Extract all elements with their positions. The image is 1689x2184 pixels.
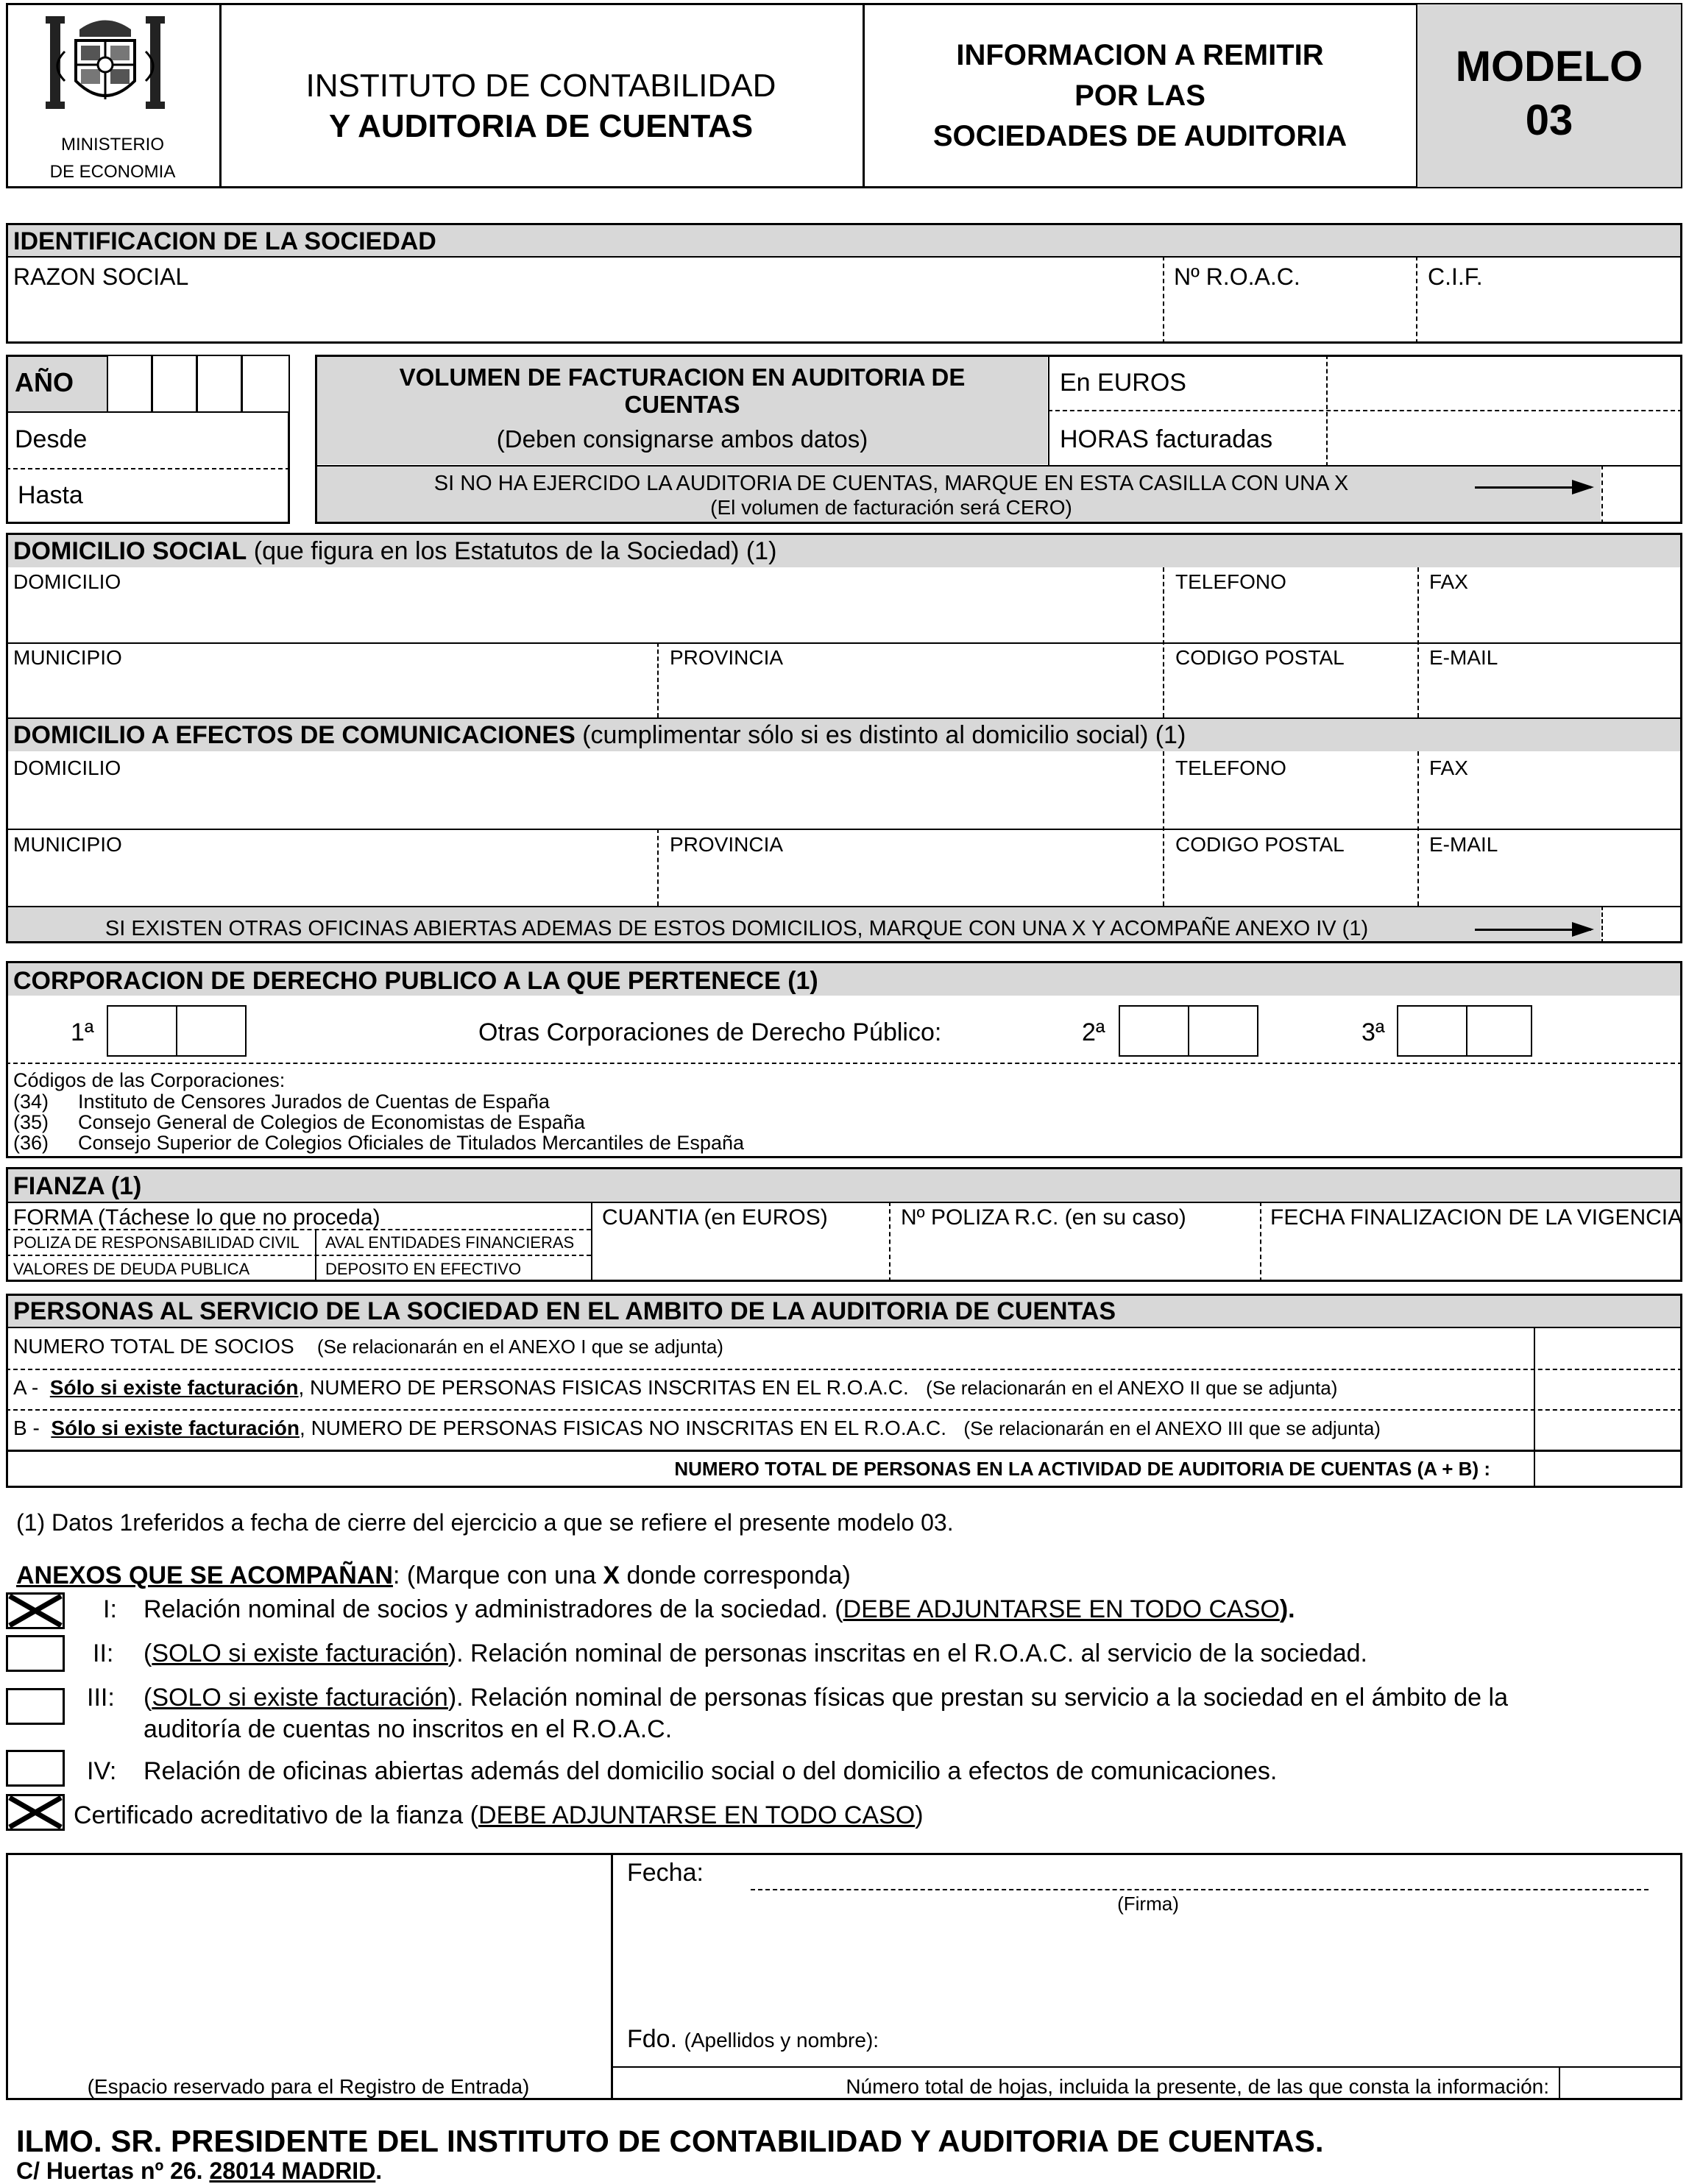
registro-entrada-area: [8, 1855, 609, 2098]
ds-fax-label: FAX: [1429, 570, 1468, 593]
info-line-1: INFORMACION A REMITIR: [956, 39, 1324, 71]
ds-provincia-label: PROVINCIA: [670, 646, 784, 669]
no-audit-text: SI NO HA EJERCIDO LA AUDITORIA DE CUENTAS, MARQUE EN ESTA CASILLA CON UNA X: [433, 472, 1349, 495]
no-audit-note: (El volumen de facturación será CERO): [710, 496, 1072, 519]
codigo-35-name: Consejo General de Colegios de Economistas de España: [78, 1111, 585, 1133]
razon-social-label: RAZON SOCIAL: [13, 263, 189, 290]
horas-field[interactable]: [1329, 412, 1681, 464]
domicilio-social-title: DOMICILIO SOCIAL (que figura en los Estatutos de la Sociedad) (1): [13, 537, 777, 565]
fecha-label: Fecha:: [627, 1859, 704, 1887]
info-line-2: POR LAS: [1074, 79, 1205, 112]
personas-title: PERSONAS AL SERVICIO DE LA SOCIEDAD EN EL AMBITO DE LA AUDITORIA DE CUENTAS: [13, 1297, 1116, 1325]
anexo-i-num: I:: [103, 1595, 117, 1623]
corp-2-digit-2[interactable]: [1188, 1005, 1258, 1057]
anexo-iii-checkbox[interactable]: [6, 1688, 65, 1725]
certificado-text: Certificado acreditativo de la fianza (DEBE ADJUNTARSE EN TODO CASO): [74, 1801, 924, 1829]
socios-label: NUMERO TOTAL DE SOCIOS (Se relacionarán en el ANEXO I que se adjunta): [13, 1335, 723, 1358]
checked-x-icon: [8, 1595, 63, 1627]
registro-label: (Espacio reservado para el Registro de Entrada): [87, 2075, 530, 2098]
corp-3-digit-2[interactable]: [1466, 1005, 1532, 1057]
corp-2-digit-1[interactable]: [1119, 1005, 1189, 1057]
codigo-34-code: (34): [13, 1091, 49, 1113]
cif-label: C.I.F.: [1428, 263, 1483, 290]
volumen-note: (Deben consignarse ambos datos): [496, 425, 868, 453]
no-audit-arrow-icon: [1475, 486, 1591, 489]
desde-label: Desde: [15, 425, 88, 453]
anexo-iv-text: Relación de oficinas abiertas además del domicilio social o del domicilio a efectos de comunicaciones.: [144, 1757, 1278, 1785]
corp-3-digit-1[interactable]: [1397, 1005, 1467, 1057]
fdo-field[interactable]: [898, 2016, 1678, 2060]
ano-digit-2[interactable]: [152, 355, 197, 413]
total-personas-field[interactable]: [1537, 1453, 1681, 1486]
modelo-label: MODELO: [1455, 43, 1643, 91]
forma-poliza[interactable]: POLIZA DE RESPONSABILIDAD CIVIL: [13, 1233, 300, 1252]
total-personas-label: NUMERO TOTAL DE PERSONAS EN LA ACTIVIDAD DE AUDITORIA DE CUENTAS (A + B) :: [674, 1458, 1490, 1480]
anexo-ii-num: II:: [93, 1639, 114, 1667]
dc-domicilio-label: DOMICILIO: [13, 756, 121, 779]
ano-digit-1[interactable]: [107, 355, 152, 413]
anexo-i-text: Relación nominal de socios y administradores de la sociedad. (DEBE ADJUNTARSE EN TODO CASO).: [144, 1595, 1295, 1623]
codigos-title: Códigos de las Corporaciones:: [13, 1069, 286, 1091]
no-audit-checkbox[interactable]: [1604, 468, 1681, 522]
ds-email-label: E-MAIL: [1429, 646, 1498, 669]
footnote: (1) Datos 1referidos a fecha de cierre del ejercicio a que se refiere el presente modelo 03.: [16, 1509, 954, 1536]
anexo-iv-checkbox[interactable]: [6, 1750, 65, 1787]
ministry-line-1: MINISTERIO: [60, 135, 164, 155]
codigo-36-code: (36): [13, 1132, 49, 1154]
dc-municipio-label: MUNICIPIO: [13, 833, 122, 856]
forma-valores[interactable]: VALORES DE DEUDA PUBLICA: [13, 1260, 250, 1278]
euros-field[interactable]: [1329, 357, 1681, 408]
ano-label: AÑO: [15, 367, 74, 397]
horas-label: HORAS facturadas: [1060, 425, 1273, 453]
destinatario-line-1: ILMO. SR. PRESIDENTE DEL INSTITUTO DE CONTABILIDAD Y AUDITORIA DE CUENTAS.: [16, 2124, 1324, 2158]
codigo-35-code: (35): [13, 1111, 49, 1133]
hasta-field[interactable]: [110, 471, 287, 522]
modelo-panel: [1417, 4, 1681, 187]
anexo-ii-text: (SOLO si existe facturación). Relación nominal de personas inscritas en el R.O.A.C. al servicio de la sociedad.: [144, 1639, 1367, 1667]
institute-line-2: Y AUDITORIA DE CUENTAS: [328, 108, 754, 144]
ds-telefono-label: TELEFONO: [1175, 570, 1286, 593]
fianza-title: FIANZA (1): [13, 1172, 142, 1200]
codigo-36-name: Consejo Superior de Colegios Oficiales de Titulados Mercantiles de España: [78, 1132, 745, 1154]
coat-of-arms-logo: [35, 7, 175, 118]
ds-cp-label: CODIGO POSTAL: [1175, 646, 1345, 669]
institute-line-1: INSTITUTO DE CONTABILIDAD: [305, 68, 776, 104]
volumen-title-2: CUENTAS: [624, 391, 740, 418]
corp-2-label: 2ª: [1082, 1018, 1105, 1046]
dc-email-label: E-MAIL: [1429, 833, 1498, 856]
firma-caption: (Firma): [1117, 1893, 1179, 1915]
desde-field[interactable]: [110, 414, 287, 467]
anexo-ii-checkbox[interactable]: [6, 1635, 65, 1672]
otras-corp-label: Otras Corporaciones de Derecho Público:: [478, 1018, 942, 1046]
anexo-iii-text: (SOLO si existe facturación). Relación nominal de personas físicas que prestan su servicio a la sociedad en el ámbito de la: [144, 1684, 1508, 1712]
modelo-number: 03: [1525, 96, 1573, 144]
socios-field[interactable]: [1537, 1329, 1681, 1367]
otras-oficinas-checkbox[interactable]: [1604, 908, 1681, 942]
euros-label: En EUROS: [1060, 369, 1186, 397]
fdo-label: Fdo. (Apellidos y nombre):: [627, 2025, 879, 2053]
dc-provincia-label: PROVINCIA: [670, 833, 784, 856]
personas-b-field[interactable]: [1537, 1411, 1681, 1450]
anexo-iii-text-2: auditoría de cuentas no inscritos en el R.O.A.C.: [144, 1715, 673, 1743]
personas-b-label: B - Sólo si existe facturación, NUMERO DE PERSONAS FISICAS NO INSCRITAS EN EL R.O.A.C. (Se relacionarán en el ANEXO III que se adjunta): [13, 1417, 1381, 1439]
dc-cp-label: CODIGO POSTAL: [1175, 833, 1345, 856]
info-line-3: SOCIEDADES DE AUDITORIA: [932, 120, 1348, 152]
personas-a-field[interactable]: [1537, 1371, 1681, 1409]
codigo-34-name: Instituto de Censores Jurados de Cuentas de España: [78, 1091, 550, 1113]
anexo-i-checkbox[interactable]: [6, 1592, 65, 1629]
corp-3-label: 3ª: [1362, 1018, 1385, 1046]
certificado-checkbox[interactable]: [6, 1794, 65, 1831]
hojas-label: Número total de hojas, incluida la presente, de las que consta la información:: [846, 2075, 1549, 2098]
dc-telefono-label: TELEFONO: [1175, 756, 1286, 779]
checked-x-icon: [8, 1796, 63, 1829]
otras-oficinas-text: SI EXISTEN OTRAS OFICINAS ABIERTAS ADEMAS DE ESTOS DOMICILIOS, MARQUE CON UNA X Y ACOMPAÑE ANEXO IV (1): [105, 917, 1369, 940]
forma-deposito[interactable]: DEPOSITO EN EFECTIVO: [325, 1260, 522, 1278]
roac-label: Nº R.O.A.C.: [1174, 263, 1300, 290]
hasta-label: Hasta: [18, 481, 83, 509]
anexo-iv-num: IV:: [87, 1757, 117, 1785]
corp-1-digit-2[interactable]: [176, 1005, 247, 1057]
corp-1-digit-1[interactable]: [107, 1005, 177, 1057]
forma-label: FORMA (Táchese lo que no proceda): [13, 1205, 380, 1230]
ds-municipio-label: MUNICIPIO: [13, 646, 122, 669]
hojas-field[interactable]: [1562, 2068, 1681, 2098]
corporacion-title: CORPORACION DE DERECHO PUBLICO A LA QUE PERTENECE (1): [13, 967, 818, 995]
anexos-title: ANEXOS QUE SE ACOMPAÑAN: (Marque con una X donde corresponda): [16, 1561, 851, 1589]
dc-fax-label: FAX: [1429, 756, 1468, 779]
ano-digit-3[interactable]: [196, 355, 242, 413]
volumen-title-1: VOLUMEN DE FACTURACION EN AUDITORIA DE: [399, 364, 966, 391]
personas-a-label: A - Sólo si existe facturación, NUMERO DE PERSONAS FISICAS INSCRITAS EN EL R.O.A.C. (Se relacionarán en el ANEXO II que se adjunta): [13, 1376, 1338, 1399]
cuantia-label: CUANTIA (en EUROS): [602, 1205, 828, 1230]
otras-oficinas-arrow-icon: [1475, 929, 1591, 931]
anexo-iii-num: III:: [87, 1684, 115, 1712]
domicilio-comunicaciones-title: DOMICILIO A EFECTOS DE COMUNICACIONES (cumplimentar sólo si es distinto al domicilio social) (1): [13, 721, 1186, 749]
forma-aval[interactable]: AVAL ENTIDADES FINANCIERAS: [325, 1233, 575, 1252]
ano-digit-4[interactable]: [241, 355, 290, 413]
destinatario-line-2: C/ Huertas nº 26. 28014 MADRID.: [16, 2158, 383, 2184]
ministry-line-2: DE ECONOMIA: [49, 162, 176, 182]
identificacion-title: IDENTIFICACION DE LA SOCIEDAD: [13, 227, 436, 255]
corp-1-label: 1ª: [71, 1018, 94, 1046]
firma-line[interactable]: [751, 1889, 1649, 1890]
poliza-rc-label: Nº POLIZA R.C. (en su caso): [901, 1205, 1186, 1230]
ds-domicilio-label: DOMICILIO: [13, 570, 121, 593]
fecha-fin-label: FECHA FINALIZACION DE LA VIGENCIA: [1270, 1205, 1683, 1230]
